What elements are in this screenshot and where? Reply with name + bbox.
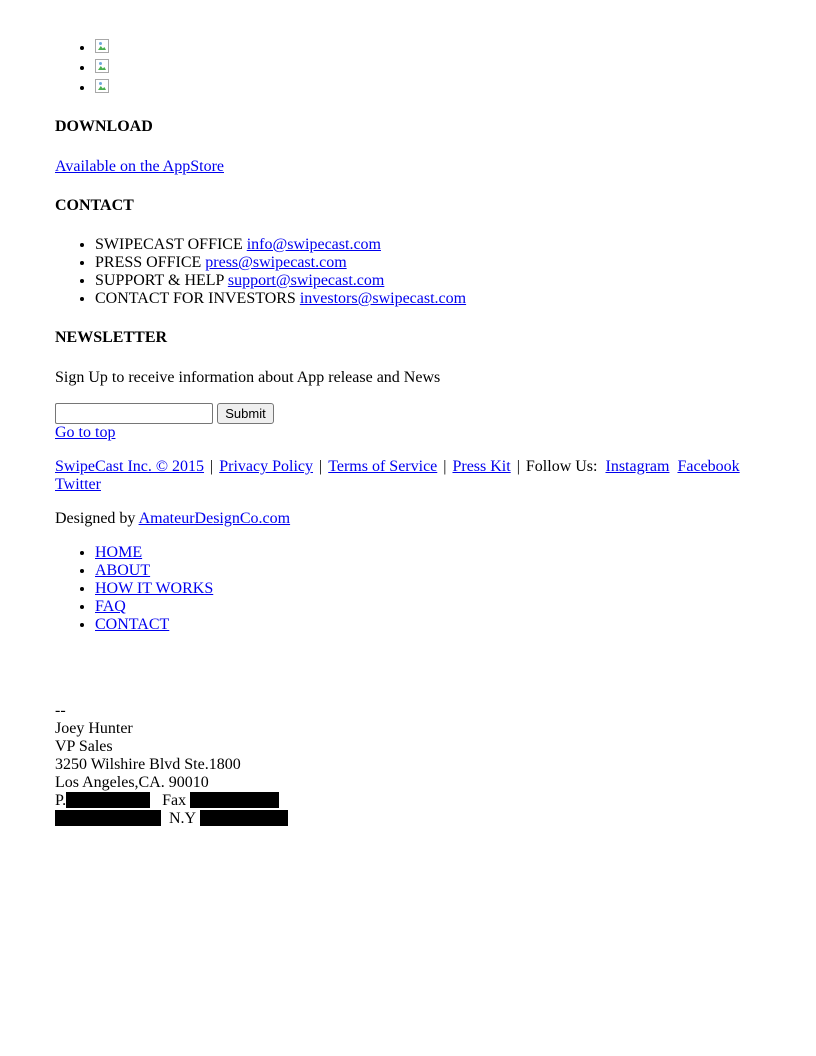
redacted-fax — [190, 792, 279, 808]
redacted-text — [55, 810, 161, 826]
footer-nav — [55, 544, 213, 634]
submit-button[interactable]: Submit — [217, 403, 274, 424]
newsletter-heading: NEWSLETTER — [55, 329, 168, 346]
nav-item-about — [95, 562, 213, 580]
nav-item-home — [95, 544, 213, 562]
follow-us-label: Follow Us: — [525, 458, 598, 475]
signature-address-line-2: Los Angeles,CA. 90010 — [55, 774, 209, 791]
nav-link-about[interactable]: ABOUT — [95, 562, 151, 579]
nav-item-how-it-works — [95, 580, 213, 598]
fax-label: Fax — [162, 792, 187, 809]
appstore-link[interactable]: Available on the AppStore — [55, 158, 224, 175]
designer-link[interactable]: AmateurDesignCo.com — [138, 510, 291, 527]
separator: | — [516, 458, 520, 475]
social-icon-item[interactable] — [95, 78, 109, 98]
social-icon-item[interactable] — [95, 38, 109, 58]
signature-title: VP Sales — [55, 738, 113, 755]
nav-link-how-it-works[interactable]: HOW IT WORKS — [95, 580, 214, 597]
contact-label: CONTACT FOR INVESTORS — [95, 290, 296, 307]
contact-item — [95, 290, 466, 308]
separator: | — [443, 458, 447, 475]
contact-heading: CONTACT — [55, 197, 134, 214]
download-heading: DOWNLOAD — [55, 118, 153, 135]
separator: | — [210, 458, 214, 475]
social-icons-list — [55, 38, 109, 98]
newsletter-email-input[interactable] — [55, 403, 213, 424]
redacted-ny-phone — [200, 810, 288, 826]
contact-label: SUPPORT & HELP — [95, 272, 224, 289]
broken-image-icon[interactable] — [95, 59, 109, 73]
nav-link-contact[interactable]: CONTACT — [95, 616, 170, 633]
signature-dashes: -- — [55, 702, 66, 719]
separator: | — [319, 458, 323, 475]
email-signature — [55, 702, 288, 828]
press-kit-link[interactable]: Press Kit — [452, 458, 511, 475]
signature-address-line-1: 3250 Wilshire Blvd Ste.1800 — [55, 756, 241, 773]
twitter-link[interactable]: Twitter — [55, 476, 101, 493]
contact-label: SWIPECAST OFFICE — [95, 236, 243, 253]
redacted-phone — [66, 792, 150, 808]
phone-prefix: P. — [55, 792, 67, 809]
contact-list — [55, 236, 466, 308]
newsletter-description: Sign Up to receive information about App release and News — [55, 369, 441, 386]
copyright-link[interactable]: SwipeCast Inc. © 2015 — [55, 458, 205, 475]
go-to-top-link[interactable]: Go to top — [55, 424, 116, 441]
contact-label: PRESS OFFICE — [95, 254, 202, 271]
terms-of-service-link[interactable]: Terms of Service — [328, 458, 438, 475]
signature-phone-fax — [55, 792, 288, 810]
contact-item — [95, 254, 466, 272]
broken-image-icon[interactable] — [95, 79, 109, 93]
contact-item — [95, 272, 466, 290]
privacy-policy-link[interactable]: Privacy Policy — [219, 458, 313, 475]
contact-item — [95, 236, 466, 254]
footer-links — [55, 458, 775, 494]
broken-image-icon[interactable] — [95, 39, 109, 53]
facebook-link[interactable]: Facebook — [677, 458, 740, 475]
contact-email-link[interactable]: press@swipecast.com — [205, 254, 347, 271]
signature-name: Joey Hunter — [55, 720, 133, 737]
instagram-link[interactable]: Instagram — [605, 458, 670, 475]
social-icon-item[interactable] — [95, 58, 109, 78]
contact-email-link[interactable]: support@swipecast.com — [227, 272, 385, 289]
nav-item-faq — [95, 598, 213, 616]
designed-by — [55, 510, 290, 528]
contact-email-link[interactable]: investors@swipecast.com — [299, 290, 467, 307]
nav-link-home[interactable]: HOME — [95, 544, 143, 561]
nav-item-contact — [95, 616, 213, 634]
designed-by-label: Designed by — [55, 510, 136, 527]
nav-link-faq[interactable]: FAQ — [95, 598, 126, 615]
contact-email-link[interactable]: info@swipecast.com — [246, 236, 381, 253]
ny-label: N.Y — [169, 810, 196, 827]
signature-ny-line — [55, 810, 288, 828]
